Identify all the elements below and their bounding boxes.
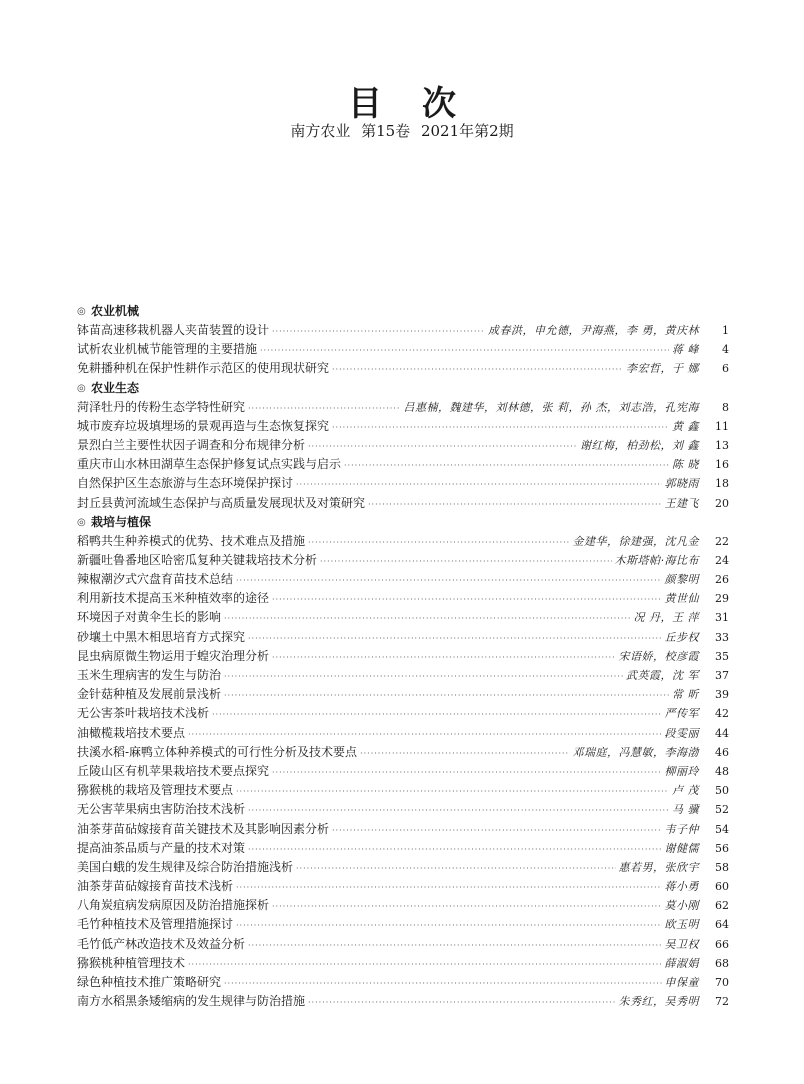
page-number: 13 [715,438,729,452]
dot-leader [236,782,669,801]
toc-entry[interactable] [77,551,729,570]
page-title-left: 目 [348,84,382,124]
page-number: 50 [715,784,729,798]
article-title: 免耕播种机在保护性耕作示范区的使用现状研究 [77,361,330,376]
page-number: 60 [715,880,729,894]
article-authors: 黄 鑫 [672,419,699,433]
dot-leader [332,360,623,379]
dot-leader [272,322,485,341]
article-title: 环境因子对黄伞生长的影响 [77,610,222,625]
page-number: 66 [715,937,729,951]
article-authors: 严传军 [664,707,699,721]
section-marker-icon: ◎ [77,306,86,317]
article-title: 提高油茶品质与产量的技术对策 [77,840,246,855]
article-title: 景烈白兰主要性状因子调查和分布规律分析 [77,437,306,452]
article-authors: 韦子仲 [664,822,699,836]
toc-entry[interactable] [77,455,729,474]
article-authors: 木斯塔帕·海比布 [614,553,699,567]
toc-entry[interactable] [77,340,729,359]
article-title: 稻鸭共生种养模式的优势、技术难点及措施 [77,533,306,548]
article-authors: 欧玉明 [664,918,699,932]
page-number: 72 [715,995,729,1009]
toc-entry[interactable] [77,800,729,819]
article-title: 美国白蛾的发生规律及综合防治措施浅析 [77,859,294,874]
toc-entry[interactable] [77,359,729,378]
page-number: 54 [715,822,729,836]
article-title: 油橄榄栽培技术要点 [77,725,186,740]
article-title: 油茶芽苗砧嫁接育苗关键技术及其影响因素分析 [77,821,330,836]
article-title: 新疆吐鲁番地区哈密瓜复种关键栽培技术分析 [77,552,318,567]
article-authors: 宋语娇，校彦霞 [618,649,699,663]
page-number: 24 [715,553,729,567]
toc-entry[interactable] [77,896,729,915]
article-title: 八角炭疽病发病原因及防治措施探析 [77,898,270,913]
article-authors: 常 昕 [672,688,699,702]
toc-entry[interactable] [77,839,729,858]
journal-issue-subtitle: 南方农业 第15卷 2021年第2期 [290,122,514,140]
toc-entry[interactable] [77,321,729,340]
section-heading [77,379,729,398]
article-authors: 马 骥 [672,803,699,817]
dot-leader [248,840,661,859]
article-authors: 李宏哲，于 娜 [626,362,699,376]
article-authors: 蒋小勇 [664,880,699,894]
section-name: 农业机械 [91,304,140,318]
article-authors: 郭晓雨 [664,477,699,491]
section-name: 栽培与植保 [91,514,152,529]
page-number: 4 [722,343,729,357]
toc-entry[interactable] [77,417,729,436]
article-authors: 申保童 [664,976,699,989]
toc-entry[interactable] [77,954,729,973]
toc-entry[interactable] [77,858,729,877]
page-number: 35 [715,649,729,663]
article-title: 猕猴桃的栽培及管理技术要点 [77,783,234,798]
dot-leader [272,897,661,916]
dot-leader [296,475,661,494]
toc-entry[interactable] [77,877,729,896]
article-title: 扶溪水稻-麻鸭立体种养模式的可行性分析及技术要点 [77,744,358,759]
dot-leader [248,801,669,820]
article-title: 封丘县黄河流域生态保护与高质量发展现状及对策研究 [77,495,366,510]
article-title: 无公害苹果病虫害防治技术浅析 [77,802,246,817]
article-authors: 谢红梅，柏劲松，刘 鑫 [580,438,699,452]
article-title: 试析农业机械节能管理的主要措施 [77,342,258,357]
toc-entry[interactable] [77,704,729,723]
dot-leader [332,418,669,437]
dot-leader [308,437,577,456]
toc-entry[interactable] [77,935,729,954]
section-heading [77,513,729,532]
dot-leader [188,725,661,744]
dot-leader [296,859,615,878]
toc-entry[interactable] [77,973,729,992]
page-number: 52 [715,803,729,817]
dot-leader [308,533,569,552]
article-title: 南方水稻黑条矮缩病的发生规律与防治措施 [77,994,306,1009]
page-number: 8 [722,400,729,414]
dot-leader [272,648,615,667]
article-title: 无公害茶叶栽培技术浅析 [77,706,210,721]
article-authors: 吕惠楠，魏建华，刘林德，张 莉，孙 杰，刘志浩，孔宪海 [403,400,699,414]
toc-entry[interactable] [77,532,729,551]
page-number: 70 [715,976,729,989]
article-authors: 柳丽玲 [664,764,699,778]
dot-leader [308,993,615,1012]
toc-entry[interactable] [77,608,729,627]
dot-leader [320,552,611,571]
dot-leader [332,821,661,840]
page-number: 58 [715,860,729,874]
article-authors: 段雯丽 [664,726,699,740]
article-title: 毛竹种植技术及管理措施探讨 [77,917,234,932]
dot-leader [248,936,661,955]
article-authors: 惠若男，张欣宇 [618,860,699,874]
article-authors: 吴卫权 [664,937,699,951]
toc-entry[interactable] [77,666,729,685]
page-number: 37 [715,669,729,682]
section-heading [77,302,729,321]
dot-leader [212,705,661,724]
page-number: 62 [715,899,729,913]
page-number: 39 [715,688,729,702]
toc-entry[interactable] [77,628,729,647]
page-number: 48 [715,764,729,778]
article-authors: 况 丹，王 萍 [633,611,699,625]
dot-leader [260,341,669,360]
article-title: 菏泽牡丹的传粉生态学特性研究 [77,399,246,414]
article-authors: 丘步权 [664,630,699,644]
section-marker-icon: ◎ [77,382,86,394]
page-number: 18 [715,477,729,491]
article-title: 重庆市山水林田湖草生态保护修复试点实践与启示 [77,457,342,472]
article-title: 毛竹低产林改造技术及效益分析 [77,936,246,951]
table-of-contents [77,302,729,1011]
article-authors: 武英霞，沈 军 [626,669,699,682]
dot-leader [344,456,669,475]
page-number: 26 [715,573,729,587]
toc-entry[interactable] [77,820,729,839]
page-number: 44 [715,726,729,740]
toc-entry[interactable] [77,724,729,743]
article-title: 昆虫病原微生物运用于蝗灾治理分析 [77,648,270,663]
article-authors: 卢 茂 [672,784,699,798]
article-title: 砂壤土中黑木相思培育方式探究 [77,629,246,644]
article-authors: 成春洪，申允德，尹海燕，李 勇，黄庆林 [488,324,699,337]
page-title [0,76,804,125]
article-title: 绿色种植技术推广策略研究 [77,975,222,989]
toc-entry[interactable] [77,762,729,781]
article-authors: 金建华，徐建强，沈凡金 [572,534,699,548]
article-title: 自然保护区生态旅游与生态环境保护探讨 [77,476,294,491]
dot-leader [272,763,661,782]
page-number: 16 [715,458,729,472]
article-title: 油茶芽苗砧嫁接育苗技术浅析 [77,879,234,894]
dot-leader [272,590,661,609]
dot-leader [236,878,661,897]
dot-leader [236,916,661,935]
toc-entry[interactable] [77,474,729,493]
article-authors: 莫小刚 [664,899,699,913]
article-authors: 薛淑娟 [664,956,699,970]
toc-entry[interactable] [77,398,729,417]
article-title: 猕猴桃种植管理技术 [77,955,186,970]
page-number: 1 [722,324,729,337]
dot-leader [224,609,630,628]
page-title-right: 次 [422,84,456,124]
section-marker-icon: ◎ [77,516,86,528]
article-title: 钵苗高速移栽机器人夹苗装置的设计 [77,323,270,337]
article-authors: 蒋 峰 [672,343,699,357]
toc-entry[interactable] [77,494,729,513]
page-number: 68 [715,956,729,970]
page-number: 33 [715,630,729,644]
article-title: 玉米生理病害的发生与防治 [77,668,222,682]
article-authors: 谢健儒 [664,841,699,855]
article-authors: 朱秀红，吴秀明 [618,995,699,1009]
toc-entry[interactable] [77,743,729,762]
dot-leader [248,399,400,418]
article-title: 辣椒潮汐式穴盘育苗技术总结 [77,572,234,587]
page-number: 29 [715,592,729,606]
dot-leader [368,495,661,514]
dot-leader [224,686,669,705]
toc-entry[interactable] [77,781,729,800]
article-title: 金针菇种植及发展前景浅析 [77,687,222,702]
toc-entry[interactable] [77,436,729,455]
toc-entry[interactable] [77,685,729,704]
dot-leader [224,974,661,993]
article-title: 城市废弃垃圾填埋场的景观再造与生态恢复探究 [77,418,330,433]
page-number: 42 [715,707,729,721]
toc-entry[interactable] [77,647,729,666]
page-number: 11 [715,419,729,433]
page-number: 6 [722,362,729,376]
page-number: 20 [715,496,729,510]
toc-entry[interactable] [77,570,729,589]
article-title: 丘陵山区有机苹果栽培技术要点探究 [77,763,270,778]
section-name: 农业生态 [91,380,140,395]
page-number: 64 [715,918,729,932]
article-title: 利用新技术提高玉米种植效率的途径 [77,591,270,606]
dot-leader [188,955,661,974]
page-number: 31 [715,611,729,625]
article-authors: 邓瑞庭，冯慧敏，李海渤 [572,745,699,759]
dot-leader [360,744,569,763]
page-number: 56 [715,841,729,855]
page-number: 22 [715,534,729,548]
toc-entry[interactable] [77,589,729,608]
dot-leader [248,629,661,648]
article-authors: 颜黎明 [664,573,699,587]
article-authors: 王建飞 [664,496,699,510]
dot-leader [236,571,661,590]
article-authors: 黄世仙 [664,592,699,606]
toc-entry[interactable] [77,992,729,1011]
article-authors: 陈 晓 [672,458,699,472]
dot-leader [224,667,623,686]
toc-entry[interactable] [77,915,729,934]
page-number: 46 [715,745,729,759]
